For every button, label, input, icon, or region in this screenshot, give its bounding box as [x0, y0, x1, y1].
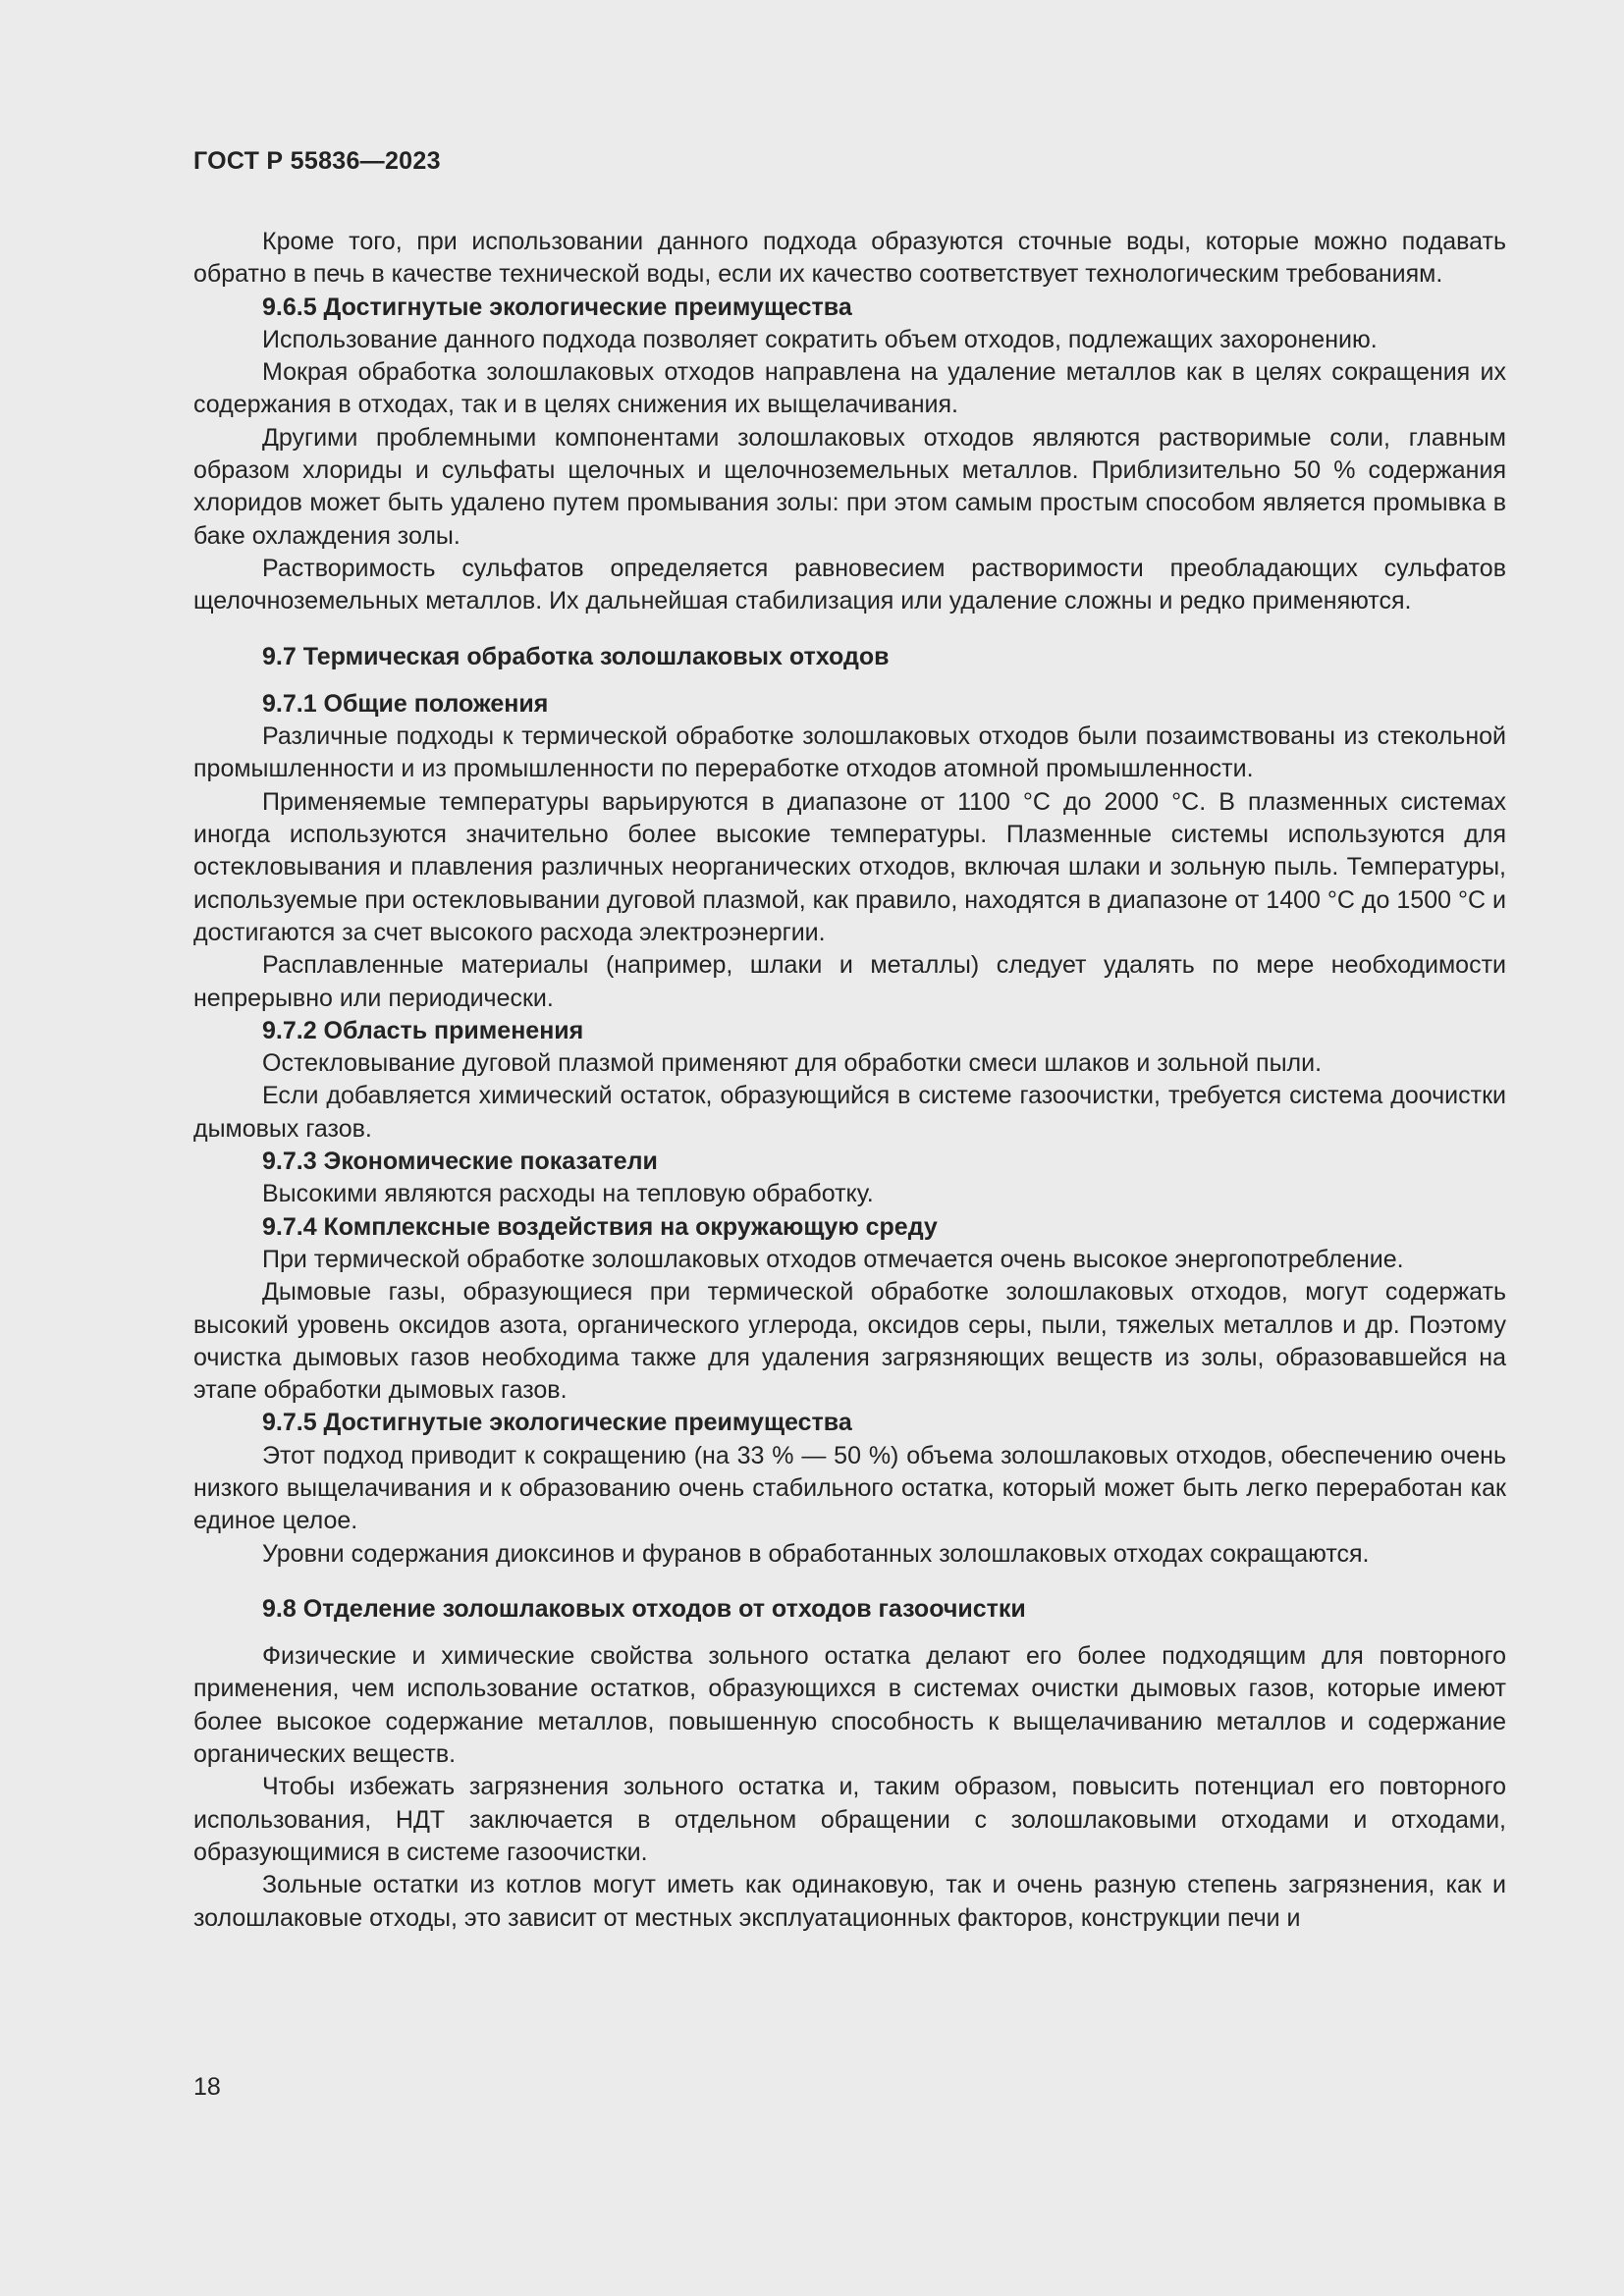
paragraph: Высокими являются расходы на тепловую обработку. [262, 1180, 874, 1208]
paragraph: Применяемые температуры варьируются в диапазоне от 1100 °C до 2000 °C. В плазменных системах иногда используются значительно более высокие температуры. Плазменные системы используются для остекловывания и плавления различных неорганических отходов, включая шлаки и зольную пыль. Температуры, используемые при остекловывании дуговой плазмой, как правило, находятся в диапазоне от 1400 °C до 1500 °C и достигаются за счет высокого расхода электроэнергии. [193, 787, 1506, 946]
paragraph: Уровни содержания диоксинов и фуранов в обработанных золошлаковых отходах сокращаются. [262, 1539, 1370, 1568]
document-body [193, 226, 1506, 1935]
paragraph: Растворимость сульфатов определяется равновесием растворимости преобладающих сульфатов щелочноземельных металлов. Их дальнейшая стабилизация или удаление сложны и редко применяются. [193, 554, 1506, 615]
paragraph: Другими проблемными компонентами золошлаковых отходов являются растворимые соли, главным образом хлориды и сульфаты щелочных и щелочноземельных металлов. Приблизительно 50 % содержания хлоридов может быть удалено путем промывания золы: при этом самым простым способом является промывка в баке охлаждения золы. [193, 423, 1506, 550]
section-heading: 9.7.2 Область применения [262, 1016, 584, 1044]
paragraph: Чтобы избежать загрязнения зольного остатка и, таким образом, повысить потенциал его повторного использования, НДТ заключается в отдельном обращении с золошлаковыми отходами и отходами, образующимися в системе газоочистки. [193, 1773, 1506, 1866]
paragraph: Дымовые газы, образующиеся при термической обработке золошлаковых отходов, могут содержать высокий уровень оксидов азота, органического углерода, оксидов серы, пыли, тяжелых металлов и др. Поэтому очистка дымовых газов необходима также для удаления загрязняющих веществ из золы, образовавшейся на этапе обработки дымовых газов. [193, 1278, 1506, 1405]
paragraph: Физические и химические свойства зольного остатка делают его более подходящим для повторного применения, чем использование остатков, образующихся в системах очистки дымовых газов, которые имеют более высокое содержание металлов, повышенную способность к выщелачиванию металлов и содержание органических веществ. [193, 1642, 1506, 1769]
section-heading: 9.7.5 Достигнутые экологические преимущества [262, 1409, 852, 1437]
paragraph: Этот подход приводит к сокращению (на 33 % — 50 %) объема золошлаковых отходов, обеспечению очень низкого выщелачивания и к образованию очень стабильного остатка, который может быть легко переработан как единое целое. [193, 1441, 1506, 1535]
section-heading: 9.6.5 Достигнутые экологические преимущества [262, 293, 852, 321]
section-heading: 9.7.1 Общие положения [262, 689, 549, 718]
paragraph: Использование данного подхода позволяет сократить объем отходов, подлежащих захоронению. [262, 325, 1378, 353]
paragraph: Расплавленные материалы (например, шлаки и металлы) следует удалять по мере необходимости непрерывно или периодически. [193, 951, 1506, 1012]
paragraph: Мокрая обработка золошлаковых отходов направлена на удаление металлов как в целях сокращения их содержания в отходах, так и в целях снижения их выщелачивания. [193, 358, 1506, 419]
section-heading: 9.7 Термическая обработка золошлаковых отходов [262, 642, 890, 670]
paragraph: Кроме того, при использовании данного подхода образуются сточные воды, которые можно подавать обратно в печь в качестве технической воды, если их качество соответствует технологическим требованиям. [193, 228, 1506, 289]
section-heading: 9.8 Отделение золошлаковых отходов от отходов газоочистки [262, 1594, 1026, 1623]
section-heading: 9.7.3 Экономические показатели [262, 1148, 658, 1176]
paragraph: Если добавляется химический остаток, образующийся в системе газоочистки, требуется система доочистки дымовых газов. [193, 1082, 1506, 1143]
paragraph: Зольные остатки из котлов могут иметь как одинаковую, так и очень разную степень загрязнения, как и золошлаковые отходы, это зависит от местных эксплуатационных факторов, конструкции печи и [193, 1871, 1506, 1932]
document-header: ГОСТ Р 55836—2023 [193, 147, 441, 175]
paragraph: Различные подходы к термической обработке золошлаковых отходов были позаимствованы из стекольной промышленности и из промышленности по переработке отходов атомной промышленности. [193, 722, 1506, 783]
section-heading: 9.7.4 Комплексные воздействия на окружающую среду [262, 1212, 938, 1241]
paragraph: При термической обработке золошлаковых отходов отмечается очень высокое энергопотребление. [262, 1245, 1404, 1273]
paragraph: Остекловывание дуговой плазмой применяют для обработки смеси шлаков и зольной пыли. [262, 1049, 1323, 1078]
page-number: 18 [193, 2073, 221, 2101]
